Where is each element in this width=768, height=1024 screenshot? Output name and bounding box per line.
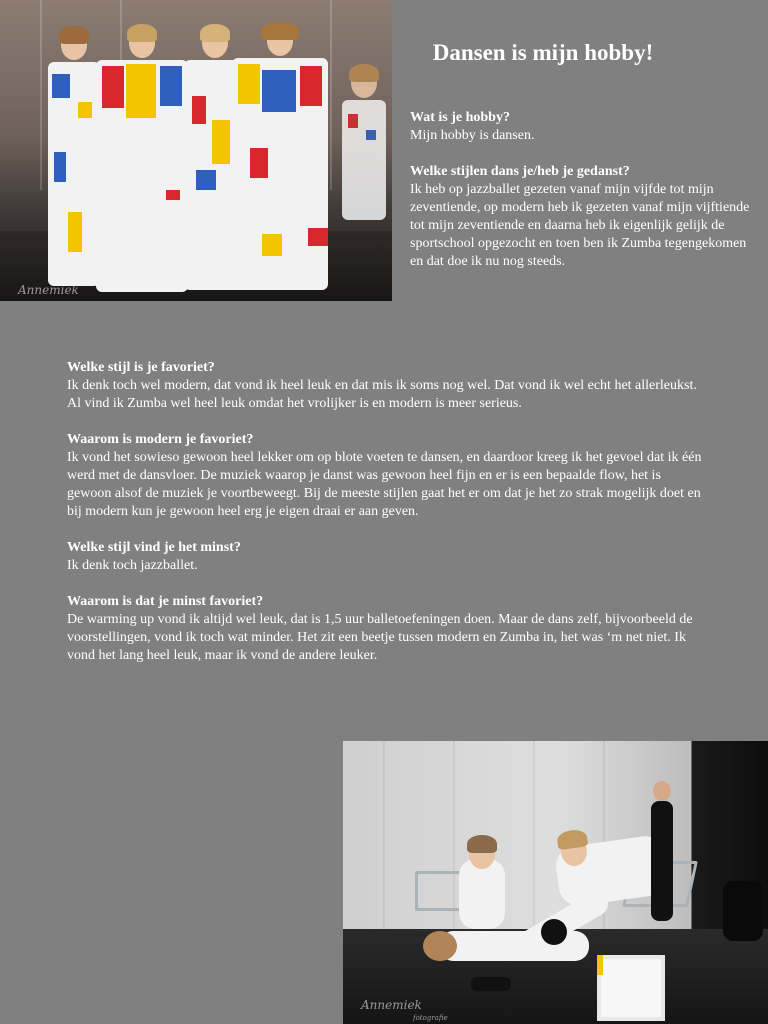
question: Wat is je hobby? [410,110,510,125]
answer: Ik heb op jazzballet gezeten vanaf mijn vijfde tot mijn zeventiende, op modern heb ik gezeten vanaf mijn vijftiende tot mijn zeventiende en daarna heb ik eigenlijk gelijk de sportschool opgezocht en toen ben ik Zumba tegengekomen en dat doe ik nu nog steeds. [410,182,750,269]
page-title: Dansen is mijn hobby! [432,40,654,65]
canvas-prop [597,955,665,1021]
question: Welke stijl vind je het minst? [67,540,241,555]
photo-watermark: Annemiek [18,283,79,297]
performance-photo [343,741,768,1024]
qa-item [67,593,707,665]
question: Waarom is dat je minst favoriet? [67,594,264,609]
question: Welke stijlen dans je/heb je gedanst? [410,164,630,179]
answer: Ik denk toch jazzballet. [67,558,198,573]
answer: De warming up vond ik altijd wel leuk, dat is 1,5 uur balletoefeningen doen. Maar de dans zelf, bijvoorbeeld de voorstellingen, vond ik toch wat minder. Het zit een beetje tussen modern en Zumba in, het was ‘m net niet. Ik vond het lang heel leuk, maar ik vond de andere leuker. [67,612,693,663]
photo-watermark-sub: fotografie [413,1014,448,1022]
answer: Mijn hobby is dansen. [410,128,535,143]
qa-item [67,431,707,521]
qa-item [67,539,707,575]
main-qa-block [67,359,707,683]
answer: Ik vond het sowieso gewoon heel lekker om op blote voeten te dansen, en daardoor kreeg ik het gevoel dat ik één werd met de dansvloer. De muziek waarop je danst was gewoon heel fijn en er is een bepaalde flow, het is gewoon alsof de muziek je voortbeweegt. Bij de meeste stijlen gaat het er om dat je het zo strak mogelijk doet en bij modern kun je gewoon heel erg je eigen draai er aan geven. [67,450,702,519]
photo-watermark: Annemiek [361,998,422,1012]
question: Waarom is modern je favoriet? [67,432,254,447]
question: Welke stijl is je favoriet? [67,360,215,375]
qa-item [67,359,707,413]
intro-qa-block [410,109,750,289]
answer: Ik denk toch wel modern, dat vond ik heel leuk en dat mis ik soms nog wel. Dat vond ik wel echt het allerleukst. Al vind ik Zumba wel heel leuk omdat het vrolijker is en modern is meer serieus. [67,378,697,411]
qa-item [410,163,750,271]
hero-photo-dancers [0,0,392,301]
qa-item [410,109,750,145]
